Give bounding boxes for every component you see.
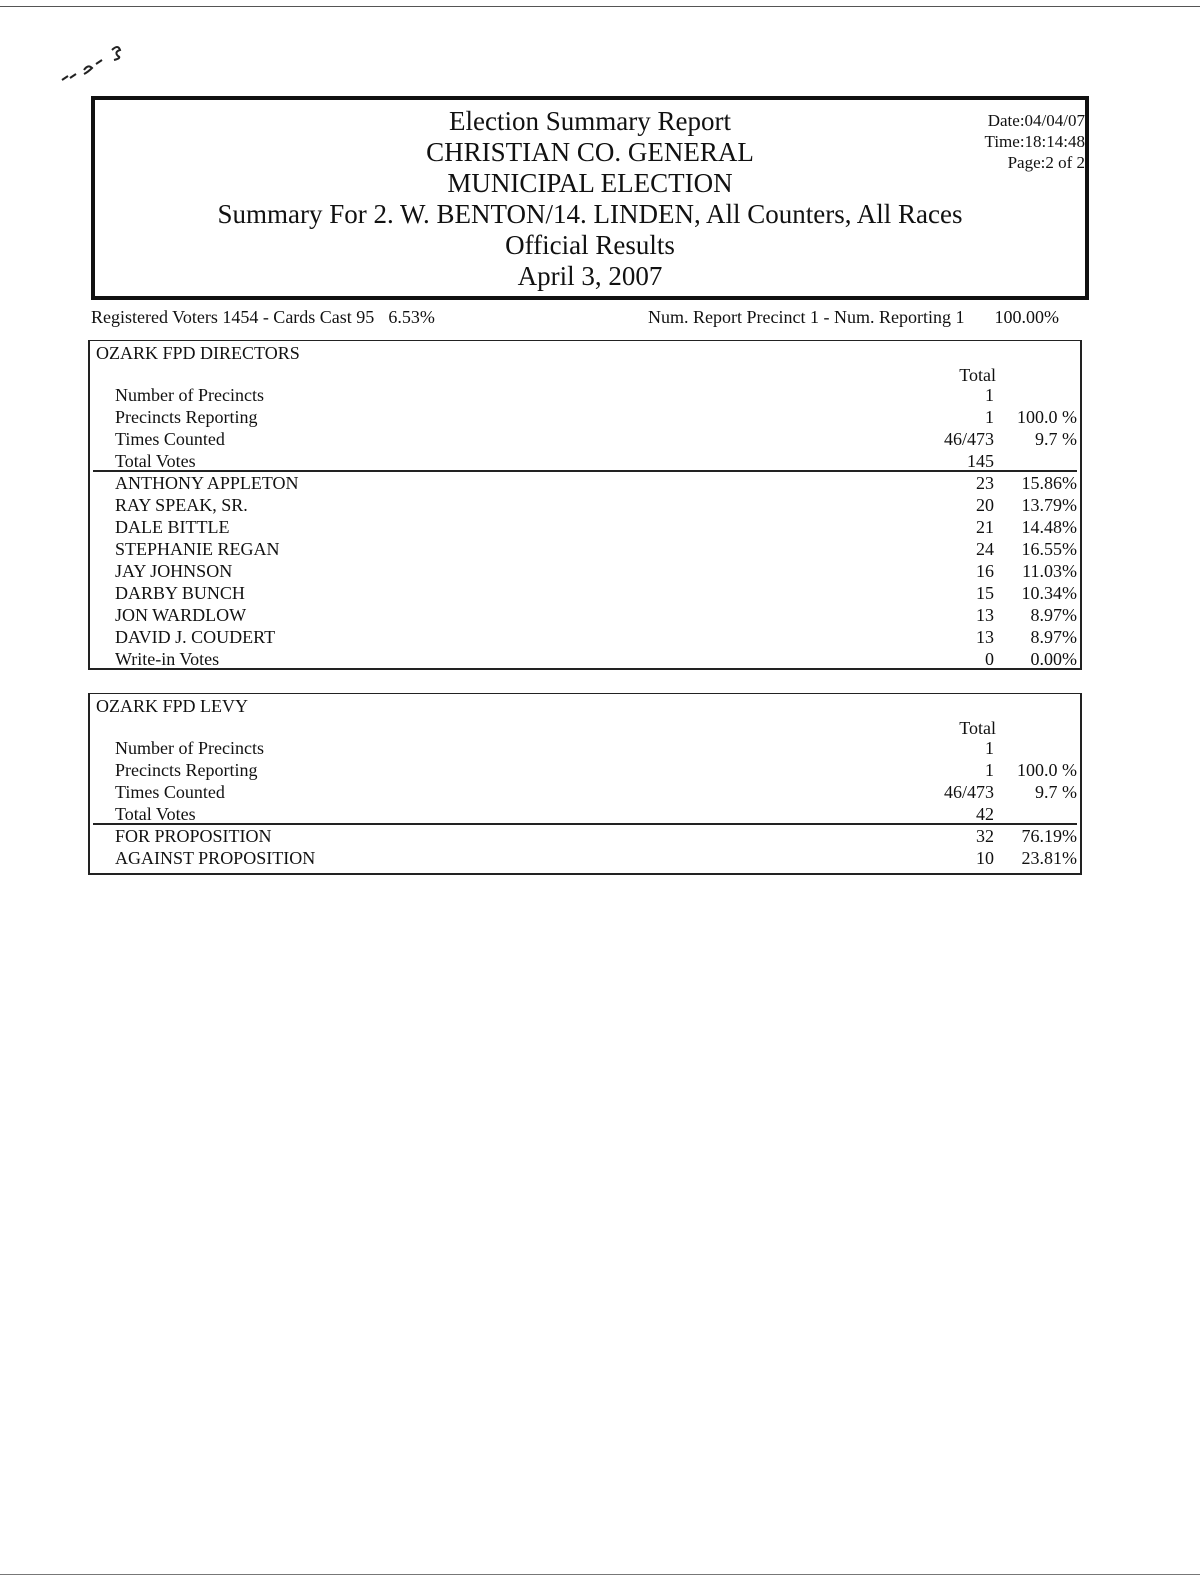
stat-label: Times Counted (115, 429, 225, 449)
candidate-percent: 13.79% (1021, 495, 1077, 515)
candidate-name: JON WARDLOW (115, 605, 247, 625)
stat-row (90, 737, 1080, 759)
report-title: Election Summary Report (449, 106, 731, 136)
candidate-name: ANTHONY APPLETON (115, 473, 299, 493)
stat-value: 1 (985, 385, 994, 405)
registered-voters-summary (91, 307, 435, 328)
stat-percent: 100.0 % (1017, 760, 1077, 780)
stat-row (90, 759, 1080, 781)
stat-label: Precincts Reporting (115, 407, 258, 427)
stat-value: 1 (985, 407, 994, 427)
stat-label: Number of Precincts (115, 385, 264, 405)
candidate-percent: 8.97% (1030, 627, 1077, 647)
page-number: Page:2 of 2 (1007, 153, 1085, 172)
stat-label: Precincts Reporting (115, 760, 258, 780)
candidate-votes: 24 (976, 539, 994, 559)
candidate-row (90, 604, 1080, 626)
turnout-percent: 6.53% (388, 307, 435, 327)
candidate-row (90, 494, 1080, 516)
candidate-percent: 23.81% (1021, 848, 1077, 868)
handwritten-mark (50, 40, 130, 90)
candidate-name: DARBY BUNCH (115, 583, 245, 603)
candidate-percent: 76.19% (1021, 826, 1077, 846)
stat-percent: 9.7 % (1035, 429, 1077, 449)
candidate-name: DALE BITTLE (115, 517, 230, 537)
stat-label: Total Votes (115, 804, 196, 824)
candidate-votes: 21 (976, 517, 994, 537)
candidate-votes: 0 (985, 649, 994, 669)
candidate-row (90, 648, 1080, 670)
total-column-header: Total (959, 718, 996, 738)
stat-label: Times Counted (115, 782, 225, 802)
stat-row (90, 803, 1080, 825)
candidate-name: DAVID J. COUDERT (115, 627, 276, 647)
stat-value: 46/473 (943, 429, 994, 449)
candidate-votes: 16 (976, 561, 994, 581)
candidate-row (90, 538, 1080, 560)
stat-label: Number of Precincts (115, 738, 264, 758)
report-title-block (95, 106, 1085, 292)
candidate-percent: 11.03% (1022, 561, 1077, 581)
candidate-votes: 32 (976, 826, 994, 846)
candidate-row (90, 825, 1080, 847)
candidate-percent: 10.34% (1021, 583, 1077, 603)
stat-value: 46/473 (943, 782, 994, 802)
candidate-row (90, 626, 1080, 648)
race-title: OZARK FPD LEVY (96, 696, 249, 716)
candidate-votes: 20 (976, 495, 994, 515)
candidate-percent: 14.48% (1021, 517, 1077, 537)
report-date: Date:04/04/07 (987, 111, 1085, 130)
county-name: CHRISTIAN CO. GENERAL (426, 137, 754, 167)
candidate-votes: 13 (976, 605, 994, 625)
candidate-votes: 10 (976, 848, 994, 868)
candidate-name: STEPHANIE REGAN (115, 539, 280, 559)
stat-row (90, 781, 1080, 803)
registered-voters-text: Registered Voters 1454 - Cards Cast 95 (91, 307, 375, 327)
candidate-votes: 23 (976, 473, 994, 493)
race-ozark-fpd-levy (88, 693, 1082, 875)
candidate-row (90, 516, 1080, 538)
candidate-percent: 0.00% (1030, 649, 1077, 669)
election-name: MUNICIPAL ELECTION (447, 168, 733, 198)
candidate-row (90, 582, 1080, 604)
stat-row (90, 384, 1080, 406)
candidate-name: FOR PROPOSITION (115, 826, 272, 846)
race-ozark-fpd-directors (88, 340, 1082, 670)
race-title: OZARK FPD DIRECTORS (96, 343, 300, 363)
stat-row (90, 428, 1080, 450)
total-column-header: Total (959, 365, 996, 385)
report-header (91, 96, 1089, 300)
candidate-name: Write-in Votes (115, 649, 220, 669)
precinct-reporting-text: Num. Report Precinct 1 - Num. Reporting 1 (648, 307, 965, 327)
stat-row (90, 450, 1080, 472)
stat-value: 145 (967, 451, 994, 471)
reporting-percent: 100.00% (994, 307, 1059, 327)
stat-label: Total Votes (115, 451, 196, 471)
candidate-votes: 15 (976, 583, 994, 603)
results-status: Official Results (505, 230, 675, 260)
summary-scope: Summary For 2. W. BENTON/14. LINDEN, All Counters, All Races (217, 199, 963, 229)
stat-percent: 100.0 % (1017, 407, 1077, 427)
candidate-name: AGAINST PROPOSITION (115, 848, 316, 868)
candidate-row (90, 560, 1080, 582)
candidate-votes: 13 (976, 627, 994, 647)
election-date: April 3, 2007 (517, 261, 663, 291)
report-meta (985, 110, 1085, 173)
stat-value: 1 (985, 760, 994, 780)
stat-value: 42 (976, 804, 994, 824)
report-time: Time:18:14:48 (984, 132, 1085, 151)
candidate-name: RAY SPEAK, SR. (115, 495, 248, 515)
scan-edge-bottom (0, 1574, 1200, 1575)
stat-value: 1 (985, 738, 994, 758)
stat-percent: 9.7 % (1035, 782, 1077, 802)
candidate-name: JAY JOHNSON (115, 561, 233, 581)
candidate-percent: 16.55% (1021, 539, 1077, 559)
candidate-percent: 15.86% (1021, 473, 1077, 493)
candidate-row (90, 847, 1080, 869)
stat-row (90, 406, 1080, 428)
scan-edge-top (0, 6, 1200, 7)
candidate-percent: 8.97% (1030, 605, 1077, 625)
precinct-reporting-summary (648, 307, 1059, 328)
candidate-row (90, 472, 1080, 494)
